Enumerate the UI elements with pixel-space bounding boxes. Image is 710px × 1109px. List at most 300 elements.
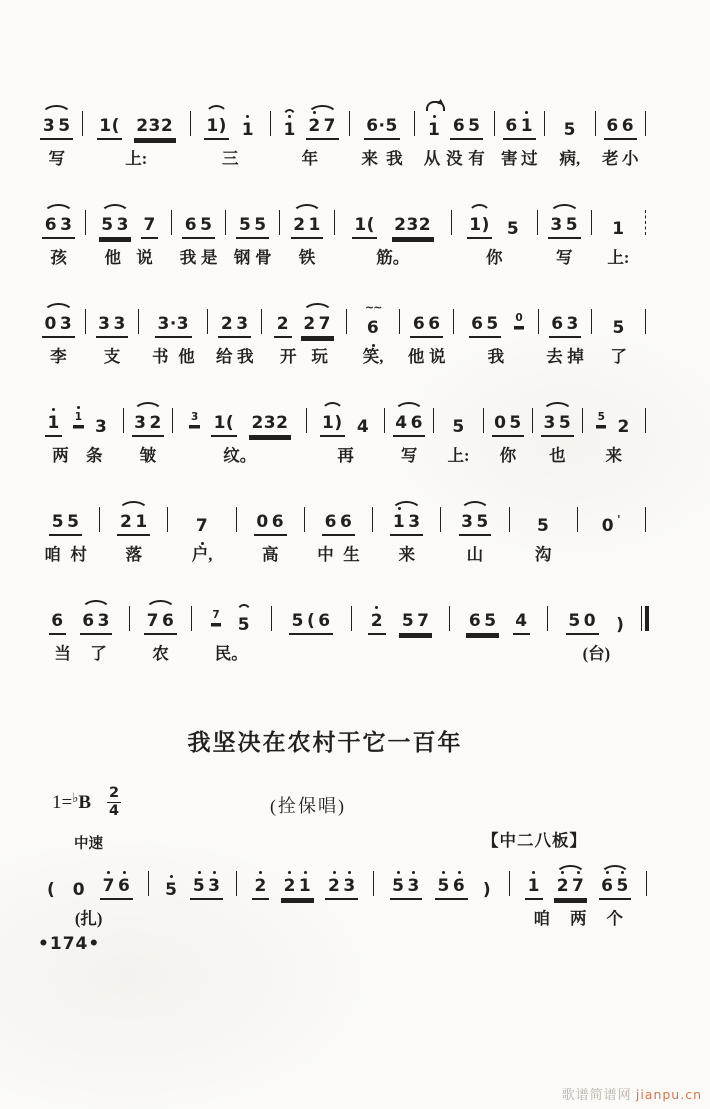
lyric-char: 钢 [233,248,251,267]
lyric-char: 写 [555,248,573,267]
measure-notes [240,854,370,902]
bar-line [85,309,86,334]
note: ) [616,614,625,635]
lyric-char: 落 [125,545,143,564]
measure-lyrics [275,637,348,667]
note-group [100,877,133,900]
note: 5 [237,614,251,635]
measure-notes [283,193,330,241]
bar-line [645,408,646,433]
note: 3 [190,411,199,424]
measure [540,292,591,370]
measure [353,589,448,667]
bar-line [509,871,510,896]
note: 3 [550,214,563,235]
note-group [92,418,109,437]
measure-lyrics [211,340,258,370]
slur-arc-icon [600,865,631,876]
bar-line [306,408,307,433]
note-group [254,513,287,536]
lyric-char: 上: [607,248,630,267]
measure [348,292,399,370]
note-group [155,315,192,338]
note: 5 [558,412,572,433]
note: 5 [486,313,499,334]
bar-line [645,111,646,136]
bar-line [483,408,484,433]
note-group [236,216,269,239]
octave-dot-above-icon [375,606,378,609]
measure-lyrics [586,439,643,469]
measure-lyrics [355,637,446,667]
note: 5 [58,115,71,136]
measure-lyrics [194,142,267,172]
bar-line [532,408,533,433]
measure [593,292,644,370]
note: 5 [254,214,267,235]
octave-dot-above-icon [412,871,415,874]
measure-lyrics [513,902,643,932]
note: 6 [44,214,58,235]
note: 5 [238,214,252,235]
octave-dot-above-icon [333,871,336,874]
bar-line [399,309,400,334]
score-system [33,490,647,568]
note: 3 [97,610,110,631]
measure [496,94,544,172]
note: ) [482,879,492,900]
measure-lyrics [548,142,592,172]
bar-line [449,606,450,631]
note: 6 [339,511,353,532]
note-group [274,315,291,338]
bar-line [451,210,452,235]
measure-lyrics [274,142,347,172]
bar-line [544,111,545,136]
bar-line [270,111,271,136]
bar-line [82,111,83,136]
note-group [425,121,442,140]
tempo-label: 中速 [74,836,103,852]
measure [485,391,531,469]
bar [645,854,648,932]
note-group [469,315,502,338]
octave-dot-above-icon [246,115,249,118]
bar-line [346,309,347,334]
bar-line [236,871,237,896]
note-group [132,414,165,437]
measure [33,589,128,667]
bar-line [172,408,173,433]
slur-arc-icon [118,501,149,512]
note: 0 [494,412,507,433]
note-group [289,612,333,635]
measure-lyrics [403,340,450,370]
slur-arc-icon [391,501,422,512]
note: 1 [308,214,321,235]
bar-line [384,408,385,433]
measure [150,854,235,932]
note: 2 [617,416,630,437]
bar-line [261,309,262,334]
measure-notes [35,292,82,340]
lyric-char: 上: [447,446,470,465]
note: 6 [318,610,331,631]
lyric-char: 书 [151,347,169,366]
measure [272,94,349,172]
measure-lyrics [487,439,529,469]
measure-notes [152,854,233,902]
note: 1) [469,214,490,235]
lyric-char: 了 [90,644,107,663]
measure [30,854,147,932]
octave-dot-above-icon [288,871,291,874]
measure-lyrics [595,340,642,370]
lyric-char: 年 [301,149,318,168]
measure [375,854,509,932]
measure-lyrics [418,142,491,172]
note-group [525,877,542,900]
score-system [33,589,647,667]
bar-line [591,210,592,235]
octave-dot-above-icon [52,408,55,411]
grace-note-group [73,412,83,426]
note-group [163,881,180,900]
note: 4 [356,416,370,437]
lyric-char: (扎) [74,909,103,928]
note-group [97,117,123,140]
lyric-char: 支 [103,347,121,366]
note: 3 [98,313,111,334]
note: 1 [135,511,148,532]
note-group [390,877,423,900]
measure [273,589,350,667]
slur-arc-icon [468,204,492,215]
bar-line [582,408,583,433]
measure [33,490,98,568]
measure-notes [444,490,505,538]
note: 5 [101,214,114,235]
note: 5 [436,877,451,896]
note: 3 [42,115,56,136]
measure-notes [195,589,268,637]
measure-lyrics [265,340,343,370]
bar-line [373,871,374,896]
lyric-char: 了 [610,347,627,366]
bar-line [494,111,495,136]
time-signature [107,786,121,819]
measure [169,490,234,568]
note: 5 [67,511,80,532]
lyric-char: (台) [582,644,611,663]
lyric-char: 老 [602,149,619,168]
bar-line [372,507,373,532]
measure-lyrics [89,241,168,271]
octave-dot-below-icon [372,344,375,347]
bar [644,292,647,370]
note-group [301,315,334,338]
note: 232 [394,214,432,235]
measure [534,391,580,469]
measure-lyrics [127,439,169,469]
octave-dot-above-icon [107,871,110,874]
measure-notes [513,854,643,902]
note: 7 [146,610,159,631]
measure-notes [599,94,643,142]
measure [84,94,190,172]
measure-lyrics [388,439,430,469]
note: 3 [406,877,421,896]
measure-notes [127,391,169,439]
key-signature [52,792,91,813]
lyric-char: 中 [317,545,334,564]
note: 1 [240,121,255,140]
note-group [211,414,237,437]
measure-lyrics [437,439,479,469]
note: 3·3 [157,313,190,334]
note: 1 [282,121,297,140]
note-group [281,877,314,900]
measure-lyrics [377,902,507,932]
note: 5 [536,515,550,536]
measure-lyrics [142,340,204,370]
note: 7 [212,609,220,622]
note: 3 [408,511,421,532]
measure [192,94,269,172]
note-group [306,117,339,140]
measure [593,193,644,271]
note-group [504,220,521,239]
bar-line [123,408,124,433]
note: 5 [563,119,576,140]
bar-line [577,507,578,532]
note-group [541,414,574,437]
note: 7 [323,115,336,136]
measure-notes [274,94,347,142]
octave-dot-above-icon [77,406,80,409]
measure-lyrics [376,538,437,568]
slur-arc-icon [236,604,251,615]
measure-lyrics [35,340,82,370]
grace-note-group [211,610,221,624]
lyric-char: 生 [343,545,360,564]
note: 1( [213,412,235,433]
measure-notes [457,292,535,340]
measure-lyrics [229,241,276,271]
measure-notes [586,391,643,439]
lyric-char: 孩 [50,248,67,267]
note-group [480,881,493,900]
note: 5 [612,317,625,338]
lyric-char: 咱 [44,545,61,564]
score-system [33,292,647,370]
measure-lyrics [175,241,222,271]
note: 6 [161,610,175,631]
note-group [49,513,82,536]
octave-dot-above-icon [198,871,201,874]
bar-line [129,606,130,631]
note-group [548,216,581,239]
measure [336,193,450,271]
bar-line [334,210,335,235]
note-group [354,418,371,437]
slur-arc-icon [133,402,164,413]
measure-notes [240,490,301,538]
bar-line [207,309,208,334]
key-letter: B [78,791,92,813]
note: 2 [555,877,570,896]
bar-line [236,507,237,532]
measure-lyrics [240,538,301,568]
note: 6 [412,313,426,334]
note: 5 [200,214,213,235]
note: 7 [194,517,209,536]
bar-line [414,111,415,136]
bar-line [538,309,539,334]
note: 3 [116,214,129,235]
measure-notes [551,589,642,637]
lyric-char: 害 [501,149,518,168]
note-group [249,414,291,437]
note: 3 [60,214,73,235]
measure-notes [376,490,437,538]
note-group [554,877,587,900]
note: 1 [297,877,312,896]
note: 7 [417,610,430,631]
note-group [466,612,499,635]
lyric-char: 我 [487,347,505,366]
measure-lyrics [599,142,643,172]
note-group [599,877,632,900]
note: 7 [318,313,332,334]
lyric-char: 山 [466,545,484,564]
lyric-char: 咱 [533,909,550,928]
lyric-char: 从 [423,149,441,168]
slur-arc-icon [549,204,580,215]
bar [644,589,647,667]
bar-line [433,408,434,433]
measure-lyrics [455,241,534,271]
bar-line [271,606,272,631]
bar-line [138,309,139,334]
note: 1 [46,414,61,433]
note: 1) [206,115,227,136]
note: 6 [324,511,337,532]
measure-lyrics [536,439,578,469]
lyric-char: 皱 [139,446,157,465]
octave-dot-above-icon [433,115,436,118]
note: 1 [519,117,534,136]
slur-arc-icon [302,303,333,314]
measure-notes [89,193,168,241]
note: 2 [282,877,297,896]
measure-lyrics [498,142,542,172]
measure-notes [176,391,303,439]
bar-line [225,210,226,235]
note-group [534,517,551,536]
note-group [549,315,582,338]
lyric-char: 过 [521,149,538,168]
bar-line [349,111,350,136]
measure-notes [595,193,642,241]
note: 2 [307,117,322,136]
measure-lyrics [35,142,79,172]
measure [238,490,303,568]
note: ( [47,879,56,900]
lyric-char: 个 [606,909,623,928]
watermark-url[interactable]: jianpu.cn [635,1087,702,1102]
note-group [45,414,62,437]
flat-sign: ♭ [72,790,79,806]
lyric-char: 他 [104,248,121,267]
bar [644,193,647,271]
lyric-char: 说 [428,347,446,366]
note-group [252,877,269,900]
note: 1 [426,121,441,140]
note: 0 [256,511,269,532]
measure [549,589,644,667]
note-group [410,315,443,338]
measure [597,94,645,172]
note: 2 [369,612,384,631]
note: 5 [291,610,305,631]
note: 1 [526,877,541,896]
measure-notes [86,94,188,142]
octave-dot-above-icon [525,111,528,114]
note: 1 [612,218,625,239]
measure [174,391,305,469]
measure-lyrics [176,439,303,469]
note: 6 [410,412,423,433]
lyric-char: 来 [361,149,378,168]
note: 5 [568,610,581,631]
slur-arc-icon [307,105,338,116]
score-system [30,854,648,932]
singer-label: (拴保唱) [270,796,346,816]
note: 5 [468,115,481,136]
bar [644,94,647,172]
bar-line [547,606,548,631]
measure-notes [542,292,589,340]
octave-dot-above-icon [123,871,126,874]
measure-lyrics [195,637,268,667]
measure-lyrics [453,637,544,667]
measure-notes [229,193,276,241]
note: 3 [236,313,249,334]
measure [87,193,170,271]
measure-notes [418,94,491,142]
measure [511,490,576,568]
note: 5 [476,511,489,532]
note: 3 [59,313,73,334]
note-group [399,612,432,635]
note-group [392,216,434,239]
measure [442,490,507,568]
measure-notes [35,589,126,637]
note-group [368,612,385,635]
note: 6 [606,115,619,136]
measure-notes [175,193,222,241]
measure-lyrics [103,538,164,568]
score-system [33,391,647,469]
measure [416,94,493,172]
note: 232 [251,412,289,433]
slur-arc-icon [43,303,74,314]
note-group [390,513,423,536]
lyric-char: 玩 [311,347,328,366]
note: 5 [391,877,406,896]
lyric-char: 笑, [362,347,384,366]
